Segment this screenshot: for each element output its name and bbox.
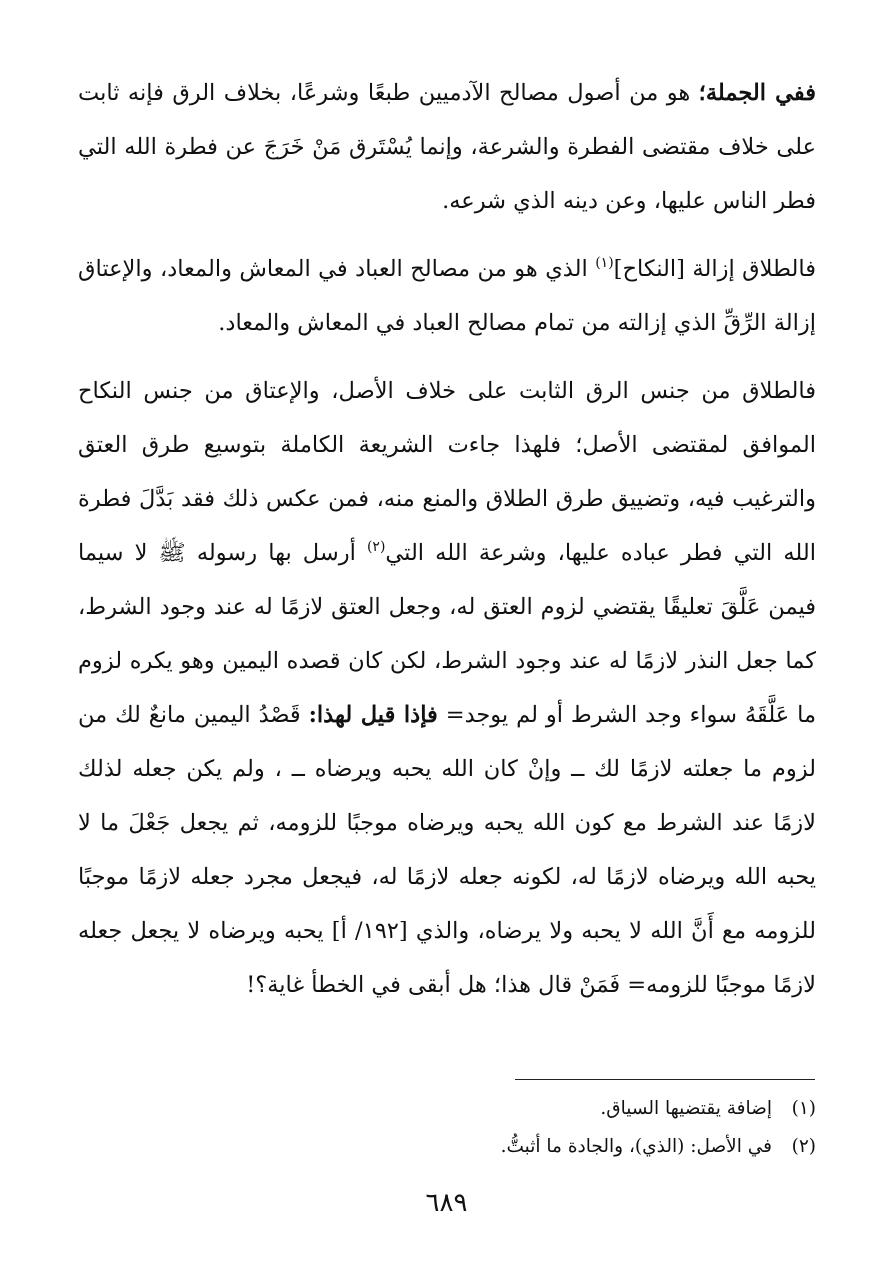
paragraph-1-lead: ففي الجملة؛: [698, 80, 817, 106]
footnote-2: [78, 1128, 816, 1166]
footnote-2-text: في الأصل: (الذي)، والجادة ما أثبتُّ.: [500, 1136, 772, 1157]
paragraph-1-text: هو من أصول مصالح الآدميين طبعًا وشرعًا، بخلاف الرق فإنه ثابت على خلاف مقتضى الفطرة والشرعة، وإنما يُسْتَرق مَنْ خَرَجَ عن فطرة الله التي فطر الناس عليها، وعن دينه الذي شرعه.: [78, 80, 816, 214]
paragraph-2-after-ref: الذي هو من مصالح العباد في المعاش والمعاد، والإعتاق إزالة الرِّقِّ الذي إزالته من تمام مصالح العباد في المعاش والمعاد.: [78, 256, 816, 336]
footnote-1-text: إضافة يقتضيها السياق.: [600, 1098, 772, 1119]
paragraph-3-before-ref: فالطلاق من جنس الرق الثابت على خلاف الأصل، والإعتاق من جنس النكاح الموافق لمقتضى الأصل؛ فلهذا جاءت الشريعة الكاملة بتوسيع طرق العتق والترغيب فيه، وتضييق طرق الطلاق والمنع منه، فمن عكس ذلك فقد بَدَّلَ فطرة الله التي فطر عباده عليها، وشرعة الله التي: [78, 378, 816, 566]
footnote-divider: [515, 1079, 815, 1080]
paragraph-1: [78, 66, 816, 228]
footnote-1-number: (١): [791, 1098, 816, 1119]
footnote-1: [78, 1090, 816, 1128]
footnote-ref-1: (١): [595, 255, 614, 271]
paragraph-2: [78, 242, 816, 350]
footnotes: [78, 1090, 816, 1166]
paragraph-3-middle: أرسل بها رسوله ﷺ لا سيما فيمن عَلَّقَ تعليقًا يقتضي لزوم العتق له، وجعل العتق لازمًا له عند وجود الشرط، كما جعل النذر لازمًا له عند وجود الشرط، لكن كان قصده اليمين وهو يكره لزوم ما عَلَّقَهُ سواء وجد الشرط أو لم يوجد=: [78, 540, 817, 728]
footnote-ref-2: (٢): [366, 539, 386, 555]
paragraph-3-after-bold: قَصْدُ اليمين مانعٌ لك من لزوم ما جعلته لازمًا لك ــ وإنْ كان الله يحبه ويرضاه ــ ، ولم يكن جعله لذلك لازمًا عند الشرط مع كون الله يحبه ويرضاه موجبًا للزومه، ثم يجعل جَعْلَ ما لا يحبه الله ويرضاه لازمًا له، لكونه جعله لازمًا له، فيجعل مجرد جعله لازمًا موجبًا للزومه مع أَنَّ الله لا يحبه ولا يرضاه، والذي [١٩٢/ أ] يحبه ويرضاه لا يجعل جعله لازمًا موجبًا للزومه= فَمَنْ قال هذا؛ هل أبقى في الخطأ غاية؟!: [78, 702, 816, 998]
page-number: ٦٨٩: [425, 1188, 468, 1218]
paragraph-3: [78, 364, 816, 1012]
main-text: [78, 66, 816, 1012]
paragraph-2-before-ref: فالطلاق إزالة [النكاح]: [613, 256, 816, 282]
footnote-2-number: (٢): [791, 1136, 816, 1157]
paragraph-3-bold-phrase: فإذا قيل لهذا:: [308, 702, 438, 728]
